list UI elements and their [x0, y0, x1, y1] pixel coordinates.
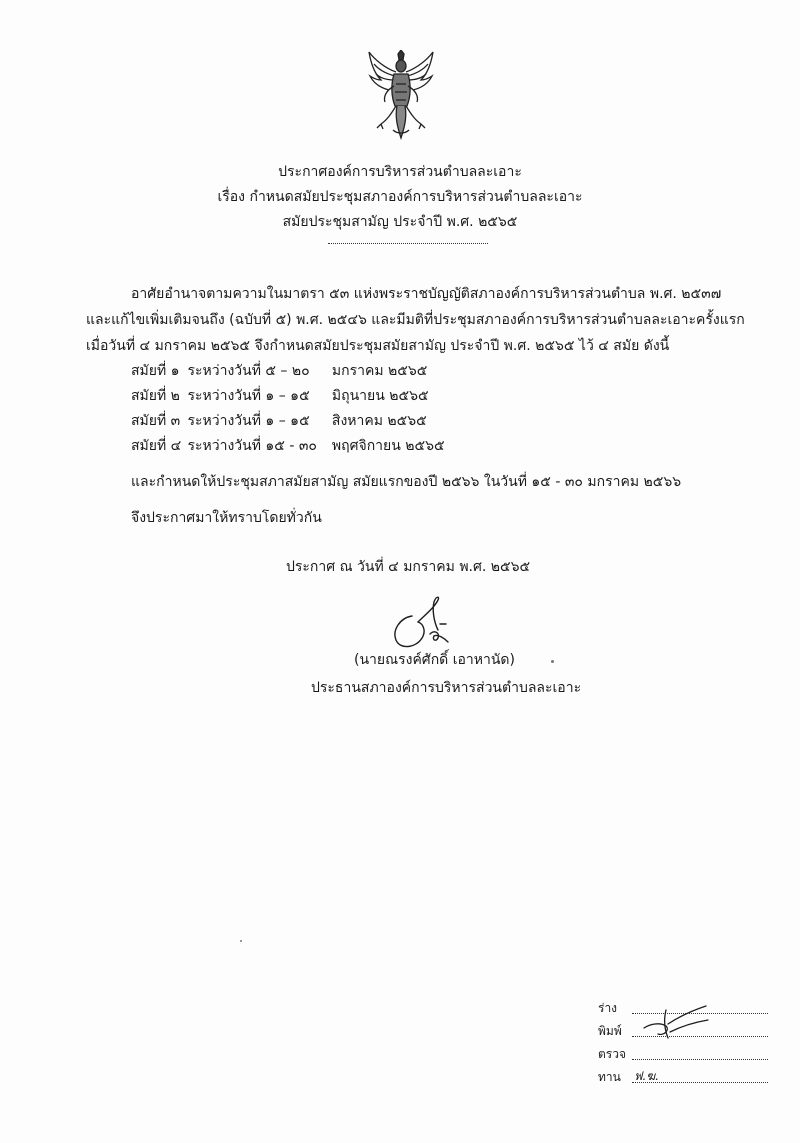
session-item	[131, 436, 445, 456]
paragraph-line-2: และแก้ไขเพิ่มเติมจนถึง (ฉบับที่ ๕) พ.ศ. ๒๕๔๖ และมีมติที่ประชุมสภาองค์การบริหารส่วนตำบลละเอาะครั้งแรก	[86, 312, 745, 328]
approval-dotted-line	[632, 1059, 768, 1060]
approval-row	[598, 1064, 768, 1087]
initials-mark-icon	[640, 1004, 710, 1044]
session-label: สมัยที่ ๔	[131, 438, 182, 454]
announcement-date: ประกาศ ณ วันที่ ๔ มกราคม พ.ศ. ๒๕๖๕	[286, 559, 531, 575]
session-month-year: พฤศจิกายน ๒๕๖๕	[331, 438, 445, 454]
announcement-title: ประกาศองค์การบริหารส่วนตำบลละเอาะ	[278, 164, 522, 180]
paragraph-closing: จึงประกาศมาให้ทราบโดยทั่วกัน	[131, 510, 322, 526]
announcement-subject: เรื่อง กำหนดสมัยประชุมสภาองค์การบริหารส่วนตำบลละเอาะ	[217, 189, 583, 205]
signer-position: ประธานสภาองค์การบริหารส่วนตำบลละเอาะ	[311, 680, 582, 696]
garuda-emblem-icon	[365, 50, 437, 142]
approval-handwritten-note: ฟ.ฆ.	[634, 1069, 660, 1083]
signer-name: (นายณรงค์ศักดิ์ เอาหานัด)	[354, 652, 515, 668]
paragraph-first-session-next-year: และกำหนดให้ประชุมสภาสมัยสามัญ สมัยแรกของปี ๒๕๖๖ ในวันที่ ๑๕ - ๓๐ มกราคม ๒๕๖๖	[131, 474, 682, 490]
session-range: ระหว่างวันที่ ๕ – ๒๐	[187, 363, 310, 379]
session-item	[131, 386, 429, 406]
session-month-year: มิถุนายน ๒๕๖๕	[331, 388, 429, 404]
scan-speck	[240, 940, 242, 942]
session-item	[131, 411, 427, 431]
session-item	[131, 361, 427, 381]
paragraph-line-3: เมื่อวันที่ ๔ มกราคม ๒๕๖๕ จึงกำหนดสมัยประชุมสมัยสามัญ ประจำปี พ.ศ. ๒๕๖๕ ไว้ ๔ สมัย ดังนี้	[86, 338, 670, 354]
signature-mark-icon	[382, 594, 462, 656]
session-range: ระหว่างวันที่ ๑๕ - ๓๐	[187, 438, 317, 454]
session-label: สมัยที่ ๒	[131, 388, 180, 404]
session-range: ระหว่างวันที่ ๑ – ๑๕	[187, 413, 310, 429]
session-label: สมัยที่ ๓	[131, 413, 181, 429]
approval-row	[598, 1041, 768, 1064]
paragraph-line-1: อาศัยอำนาจตามความในมาตรา ๕๓ แห่งพระราชบัญญัติสภาองค์การบริหารส่วนตำบล พ.ศ. ๒๕๓๗	[131, 286, 722, 302]
session-month-year: มกราคม ๒๕๖๕	[331, 363, 428, 379]
approval-label: พิมพ์	[598, 1024, 622, 1038]
approval-label: ร่าง	[598, 1001, 618, 1015]
approval-label: ทาน	[598, 1070, 621, 1084]
session-range: ระหว่างวันที่ ๑ – ๑๕	[187, 388, 310, 404]
title-separator	[328, 243, 488, 244]
session-label: สมัยที่ ๑	[131, 363, 180, 379]
scan-speck	[551, 660, 554, 663]
session-month-year: สิงหาคม ๒๕๖๕	[331, 413, 427, 429]
announcement-session-year: สมัยประชุมสามัญ ประจำปี พ.ศ. ๒๕๖๕	[282, 214, 518, 230]
approval-label: ตรวจ	[598, 1047, 627, 1061]
